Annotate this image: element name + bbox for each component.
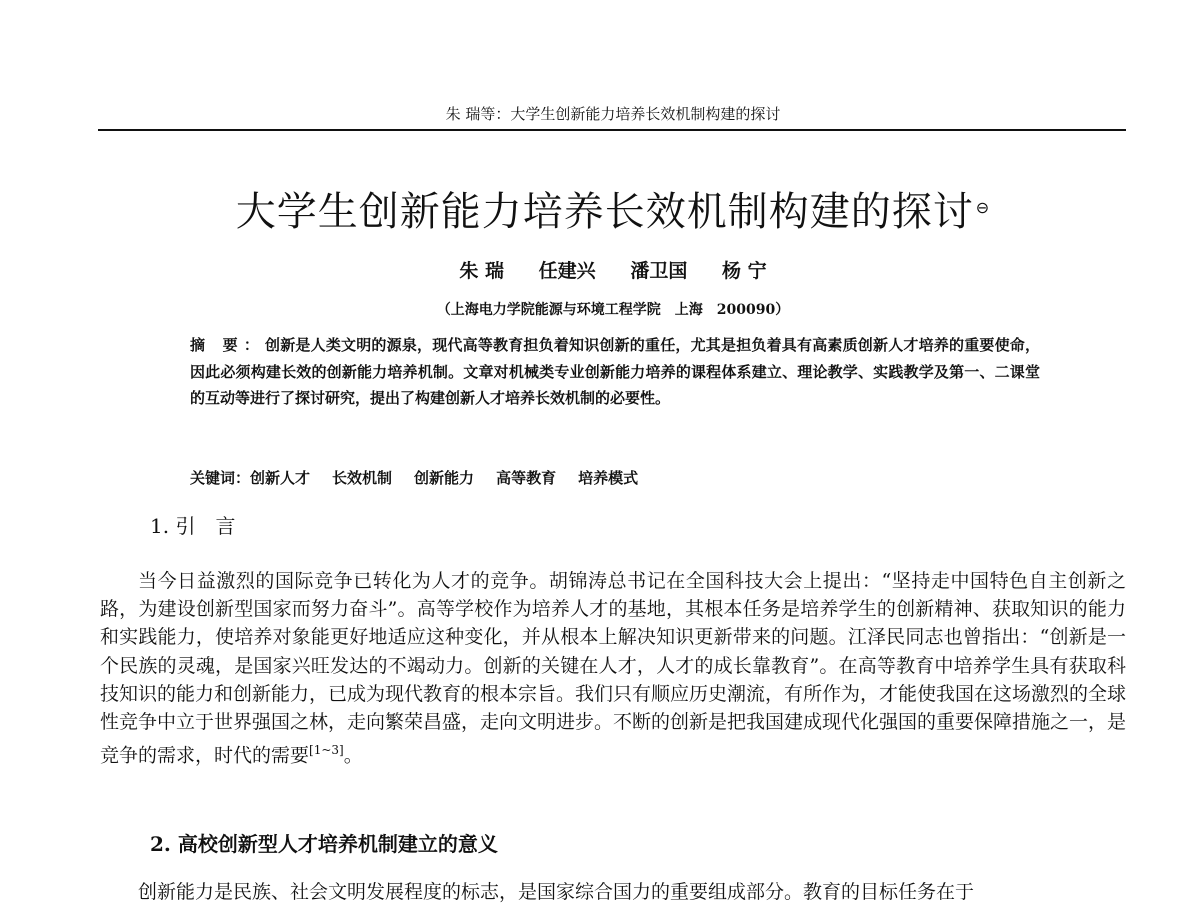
paragraph-text: 当今日益激烈的国际竞争已转化为人才的竞争。胡锦涛总书记在全国科技大会上提出：“坚持走中国特色自主创新之路，为建设创新型国家而努力奋斗”。高等学校作为培养人才的基地，其根本任务是培养学生的创新精神、获取知识的能力和实践能力，使培养对象能更好地适应这种变化，并从根本上解决知识更新带来的问题。江泽民同志也曾指出：“创新是一个民族的灵魂，是国家兴旺发达的不竭动力。创新的关键在人才，人才的成长靠教育”。在高等教育中培养学生具有获取科技知识的能力和创新能力，已成为现代教育的根本宗旨。我们只有顺应历史潮流，有所作为，才能使我国在这场激烈的全球性竞争中立于世界强国之林，走向繁荣昌盛，走向文明进步。不断的创新是把我国建成现代化强国的重要保障措施之一，是竞争的需求，时代的需要 — [100, 570, 1127, 767]
author-name: 杨 宁 — [721, 260, 767, 282]
body-paragraph-introduction — [100, 567, 1126, 770]
keyword: 培养模式 — [578, 469, 639, 487]
author-name: 朱 瑞 — [459, 260, 505, 282]
keyword: 高等教育 — [496, 469, 557, 487]
title-footnote-mark: ⊖ — [975, 198, 991, 217]
paragraph-end: 。 — [343, 744, 363, 767]
running-head: 朱 瑞等：大学生创新能力培养长效机制构建的探讨 — [445, 105, 781, 123]
keyword: 创新人才 — [250, 469, 311, 487]
author-name: 潘卫国 — [630, 260, 688, 282]
header-rule — [98, 129, 1126, 131]
author-name: 任建兴 — [538, 260, 596, 282]
affiliation: （上海电力学院能源与环境工程学院 上海 200090） — [436, 302, 790, 318]
abstract — [190, 332, 1040, 412]
abstract-label: 摘 要： — [190, 336, 266, 354]
author-list — [100, 258, 1126, 284]
abstract-text: 创新是人类文明的源泉，现代高等教育担负着知识创新的重任，尤其是担负着具有高素质创新人才培养的重要使命，因此必须构建长效的创新能力培养机制。文章对机械类专业创新能力培养的课程体系建立、理论教学、实践教学及第一、二课堂的互动等进行了探讨研究，提出了构建创新人才培养长效机制的必要性。 — [190, 336, 1040, 407]
keyword: 长效机制 — [332, 469, 393, 487]
keyword: 创新能力 — [414, 469, 475, 487]
citation: [1~3] — [309, 743, 344, 758]
paper-title — [100, 186, 1126, 238]
section-heading-introduction: 1. 引 言 — [150, 514, 236, 538]
keywords — [190, 466, 1040, 490]
keywords-label: 关键词： — [190, 469, 251, 487]
section-heading-significance: 2. 高校创新型人才培养机制建立的意义 — [150, 832, 498, 856]
body-paragraph-significance: 创新能力是民族、社会文明发展程度的标志，是国家综合国力的重要组成部分。教育的目标任务在于 — [138, 881, 975, 903]
title-text: 大学生创新能力培养长效机制构建的探讨 — [235, 189, 974, 235]
